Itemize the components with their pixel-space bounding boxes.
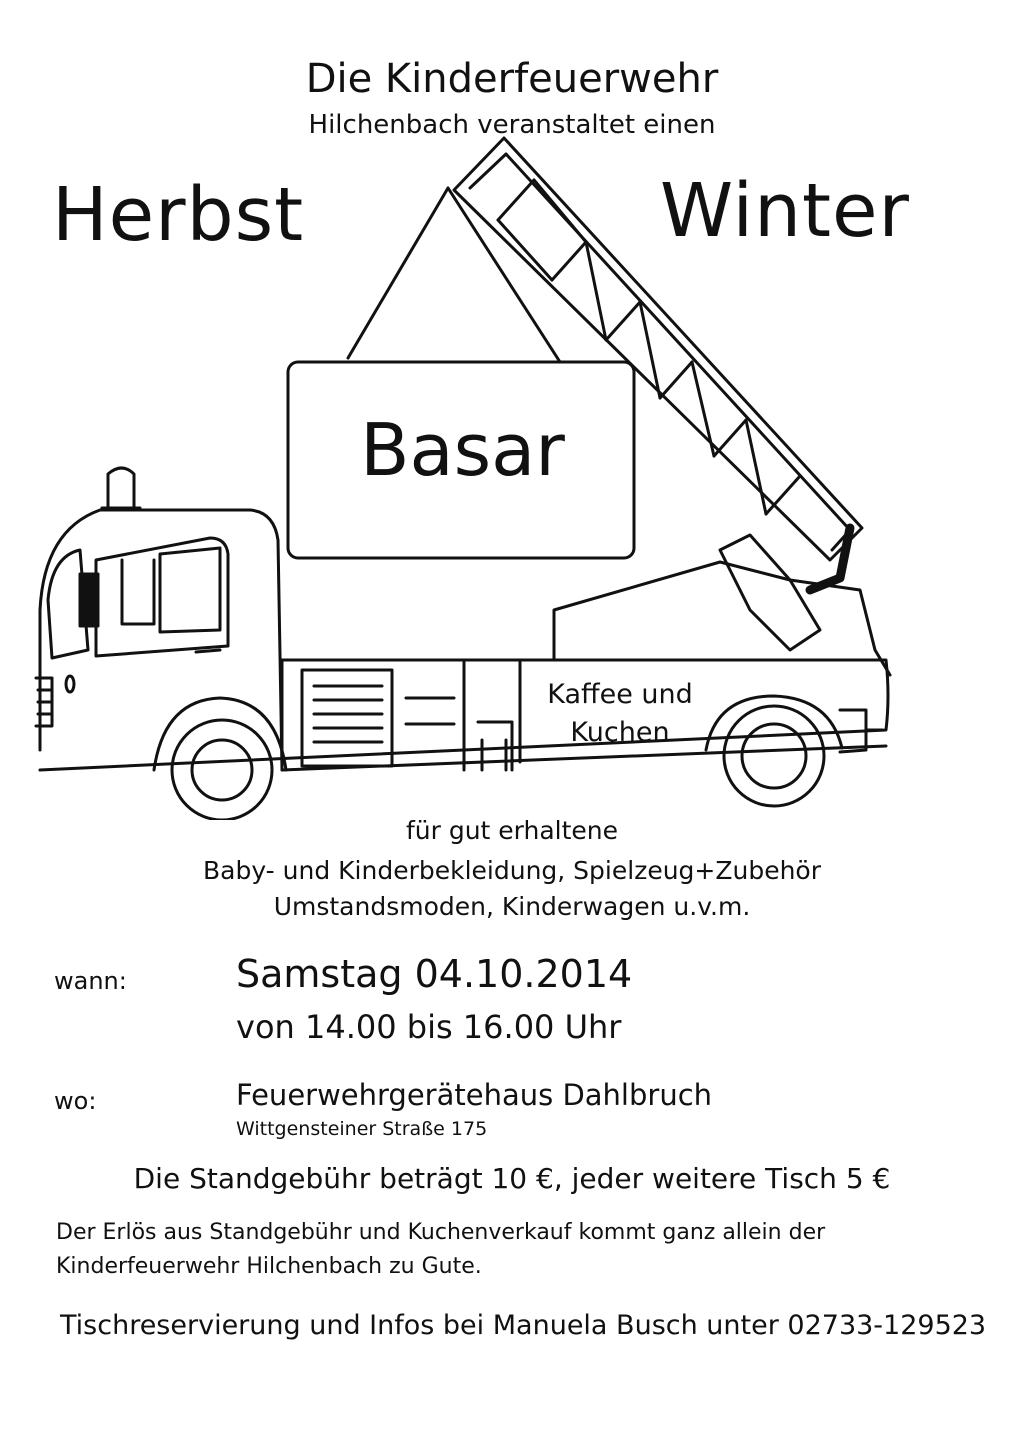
proceeds-line-1: Der Erlös aus Standgebühr und Kuchenverkauf kommt ganz allein der	[56, 1220, 826, 1245]
sign-rope-left	[348, 188, 448, 358]
compartment-grill	[302, 670, 392, 766]
beacon-light	[108, 468, 134, 508]
cab-window	[96, 538, 228, 656]
headline-herbst: Herbst	[52, 172, 305, 258]
when-label: wann:	[54, 967, 127, 995]
truck-cab	[40, 510, 282, 770]
event-address: Wittgensteiner Straße 175	[236, 1118, 488, 1140]
ladder-base	[720, 535, 820, 650]
intro-line-3: Umstandsmoden, Kinderwagen u.v.m.	[273, 892, 751, 921]
fee-info: Die Standgebühr beträgt 10 €, jeder weitere Tisch 5 €	[133, 1162, 891, 1195]
front-wheel	[172, 720, 272, 820]
organizer-subtitle: Hilchenbach veranstaltet einen	[308, 110, 716, 140]
event-venue: Feuerwehrgerätehaus Dahlbruch	[236, 1078, 713, 1112]
truck-sign-line-2: Kuchen	[570, 717, 670, 748]
rear-wheel	[724, 706, 824, 806]
event-time: von 14.00 bis 16.00 Uhr	[236, 1008, 622, 1046]
truck-sign-text	[520, 676, 720, 752]
mirror	[80, 574, 98, 626]
rear-platform	[554, 562, 790, 660]
event-date: Samstag 04.10.2014	[236, 952, 633, 996]
intro-line-1: für gut erhaltene	[405, 816, 619, 845]
intro-line-2: Baby- und Kinderbekleidung, Spielzeug+Zubehör	[202, 856, 822, 885]
reservation-contact: Tischreservierung und Infos bei Manuela Busch unter 02733-129523	[60, 1310, 987, 1341]
where-label: wo:	[54, 1087, 97, 1115]
headline-winter: Winter	[660, 168, 910, 254]
truck-sign-line-1: Kaffee und	[547, 679, 693, 710]
organizer-name: Die Kinderfeuerwehr	[305, 56, 719, 102]
headline-basar: Basar	[360, 408, 565, 492]
proceeds-line-2: Kinderfeuerwehr Hilchenbach zu Gute.	[56, 1254, 482, 1279]
